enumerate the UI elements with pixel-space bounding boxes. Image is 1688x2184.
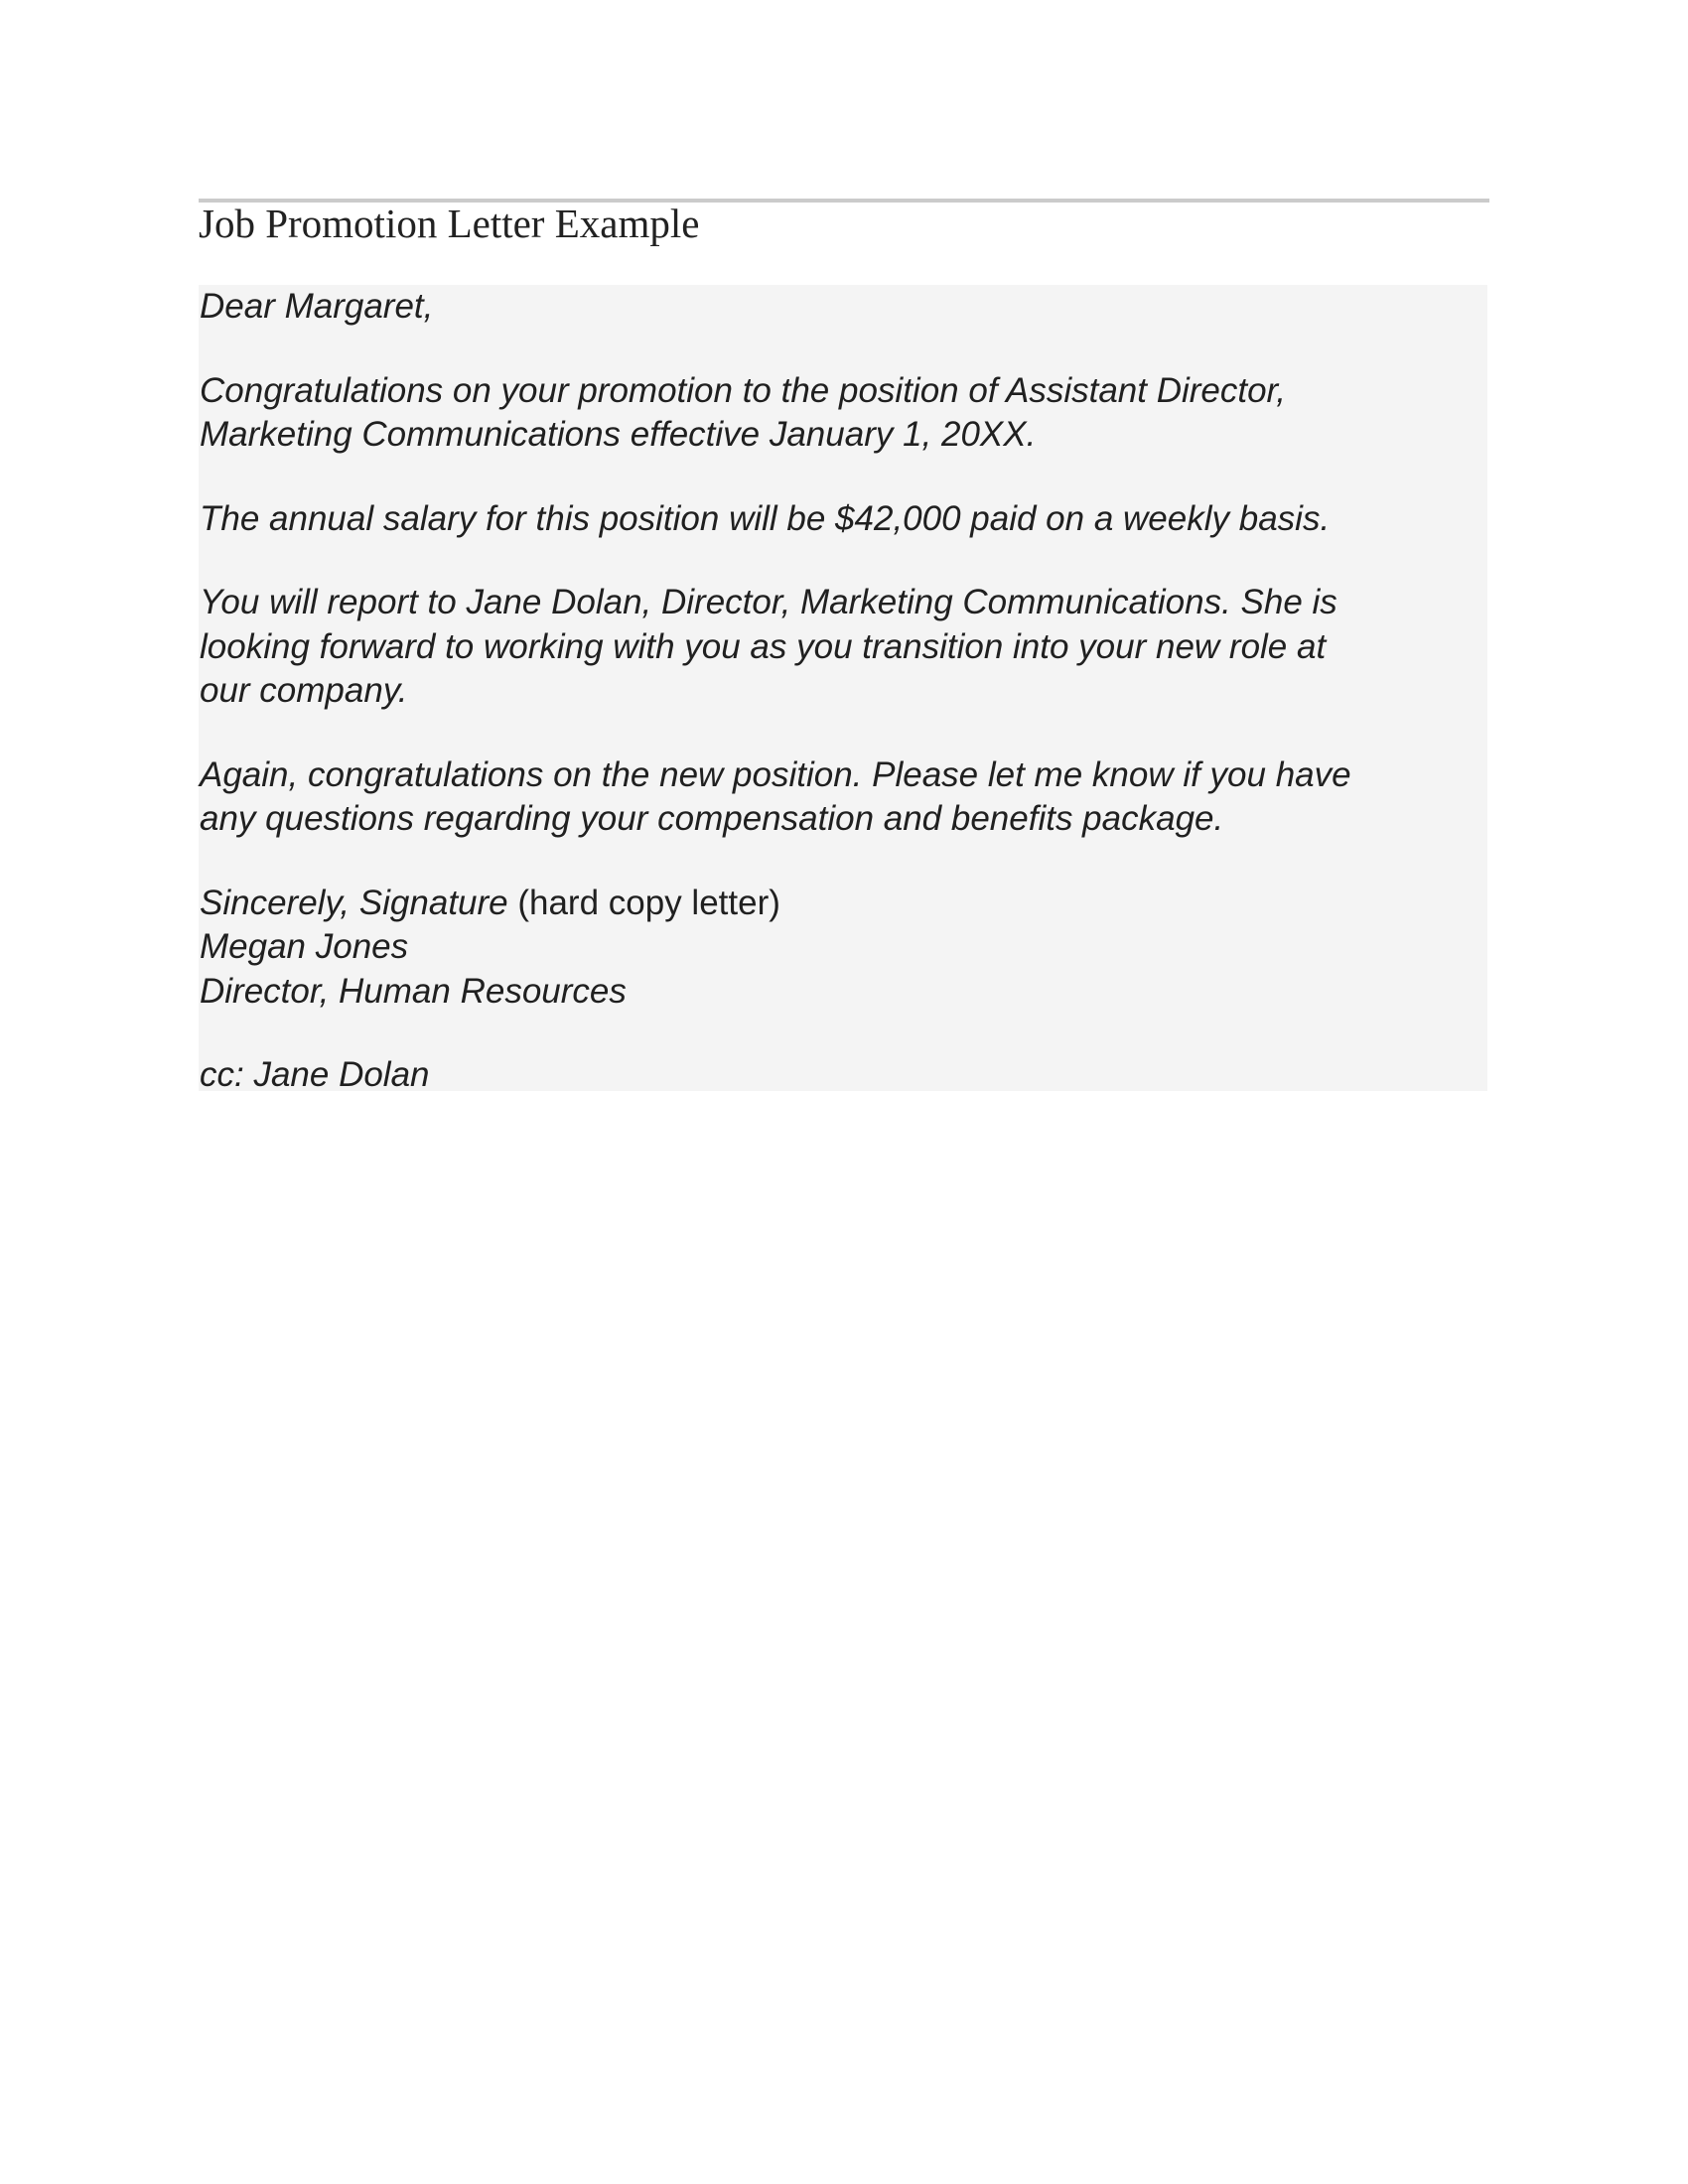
paragraph-line: any questions regarding your compensation and benefits package. <box>200 799 1224 838</box>
paragraph-line: Marketing Communications effective January 1, 20XX. <box>200 415 1037 454</box>
signer-name: Megan Jones <box>200 927 409 966</box>
paragraph-line: our company. <box>200 671 408 710</box>
paragraph-line: The annual salary for this position will be $42,000 paid on a weekly basis. <box>200 498 1331 538</box>
signer-title: Director, Human Resources <box>200 971 627 1011</box>
paragraph-line: Congratulations on your promotion to the position of Assistant Director, <box>200 370 1287 410</box>
document-title: Job Promotion Letter Example <box>199 201 700 246</box>
letter-container <box>199 285 1487 1094</box>
salutation-text: Dear Margaret, <box>200 287 434 326</box>
paragraph-line: You will report to Jane Dolan, Director, Marketing Communications. She is <box>200 583 1337 621</box>
paragraph-line: Again, congratulations on the new position. Please let me know if you have <box>200 754 1351 794</box>
paragraph-line: looking forward to working with you as you transition into your new role at <box>200 626 1327 666</box>
letter-signature-block <box>200 882 1351 1015</box>
letter-paragraph-reporting <box>200 581 1351 714</box>
letter-paragraph-promotion <box>200 369 1351 458</box>
letter-paragraph-salary <box>200 497 1351 542</box>
sign-off-text: Sincerely, Signature <box>200 883 508 922</box>
letter-body <box>200 285 1351 1098</box>
sign-off-line <box>200 882 1351 926</box>
letter-cc <box>200 1053 1351 1098</box>
letter-salutation <box>200 285 1351 330</box>
signature-note: (hard copy letter) <box>507 883 780 922</box>
cc-text: cc: Jane Dolan <box>200 1055 430 1094</box>
letter-paragraph-closing-remarks <box>200 753 1351 842</box>
